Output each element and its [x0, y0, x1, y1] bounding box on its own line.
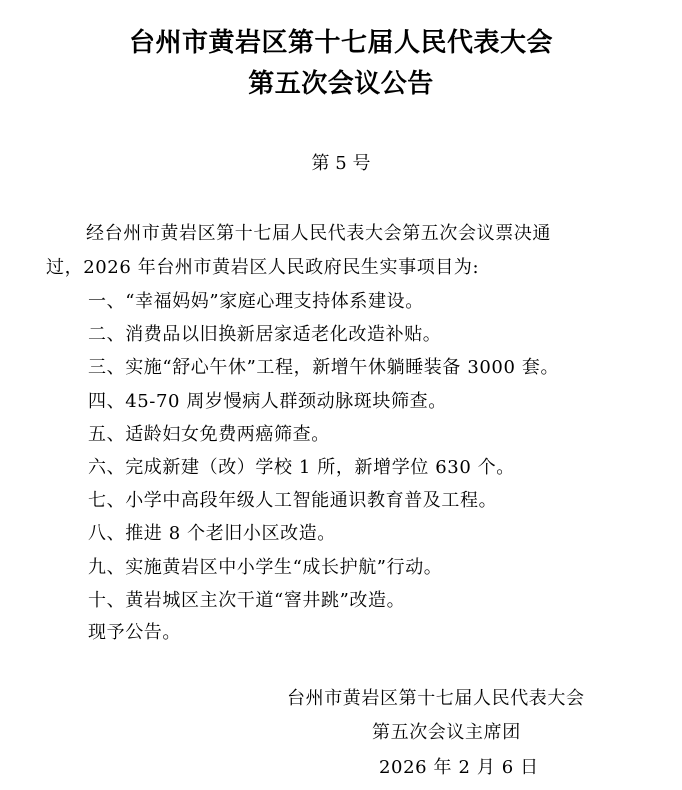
list-item: 七、小学中高段年级人工智能通识教育普及工程。 [88, 490, 498, 512]
closing-statement: 现予公告。 [88, 622, 181, 643]
signature-presidium: 第五次会议主席团 [372, 722, 521, 743]
document-title-line-1: 台州市黄岩区第十七届人民代表大会 [128, 28, 553, 58]
signature-organization: 台州市黄岩区第十七届人民代表大会 [287, 688, 585, 709]
signature-date: 2026 年 2 月 6 日 [379, 757, 539, 778]
project-list [88, 285, 648, 617]
list-item: 八、推进 8 个老旧小区改造。 [88, 523, 336, 545]
list-item: 二、消费品以旧换新居家适老化改造补贴。 [88, 324, 442, 346]
list-item: 十、黄岩城区主次干道“窨井跳”改造。 [88, 589, 406, 611]
document-title-line-2: 第五次会议公告 [248, 69, 434, 99]
list-item: 五、适龄妇女免费两癌筛查。 [88, 423, 330, 445]
intro-paragraph-line-1: 经台州市黄岩区第十七届人民代表大会第五次会议票决通 [86, 223, 551, 244]
list-item: 三、实施“舒心午休”工程，新增午休躺睡装备 3000 套。 [88, 357, 560, 379]
list-item: 四、45-70 周岁慢病人群颈动脉斑块筛查。 [88, 390, 447, 412]
list-item: 一、“幸福妈妈”家庭心理支持体系建设。 [88, 291, 424, 312]
list-item: 九、实施黄岩区中小学生“成长护航”行动。 [88, 556, 443, 578]
announcement-number: 第 5 号 [311, 153, 371, 174]
list-item: 六、完成新建（改）学校 1 所，新增学位 630 个。 [88, 456, 515, 478]
intro-paragraph-line-2: 过，2026 年台州市黄岩区人民政府民生实事项目为: [46, 257, 480, 278]
